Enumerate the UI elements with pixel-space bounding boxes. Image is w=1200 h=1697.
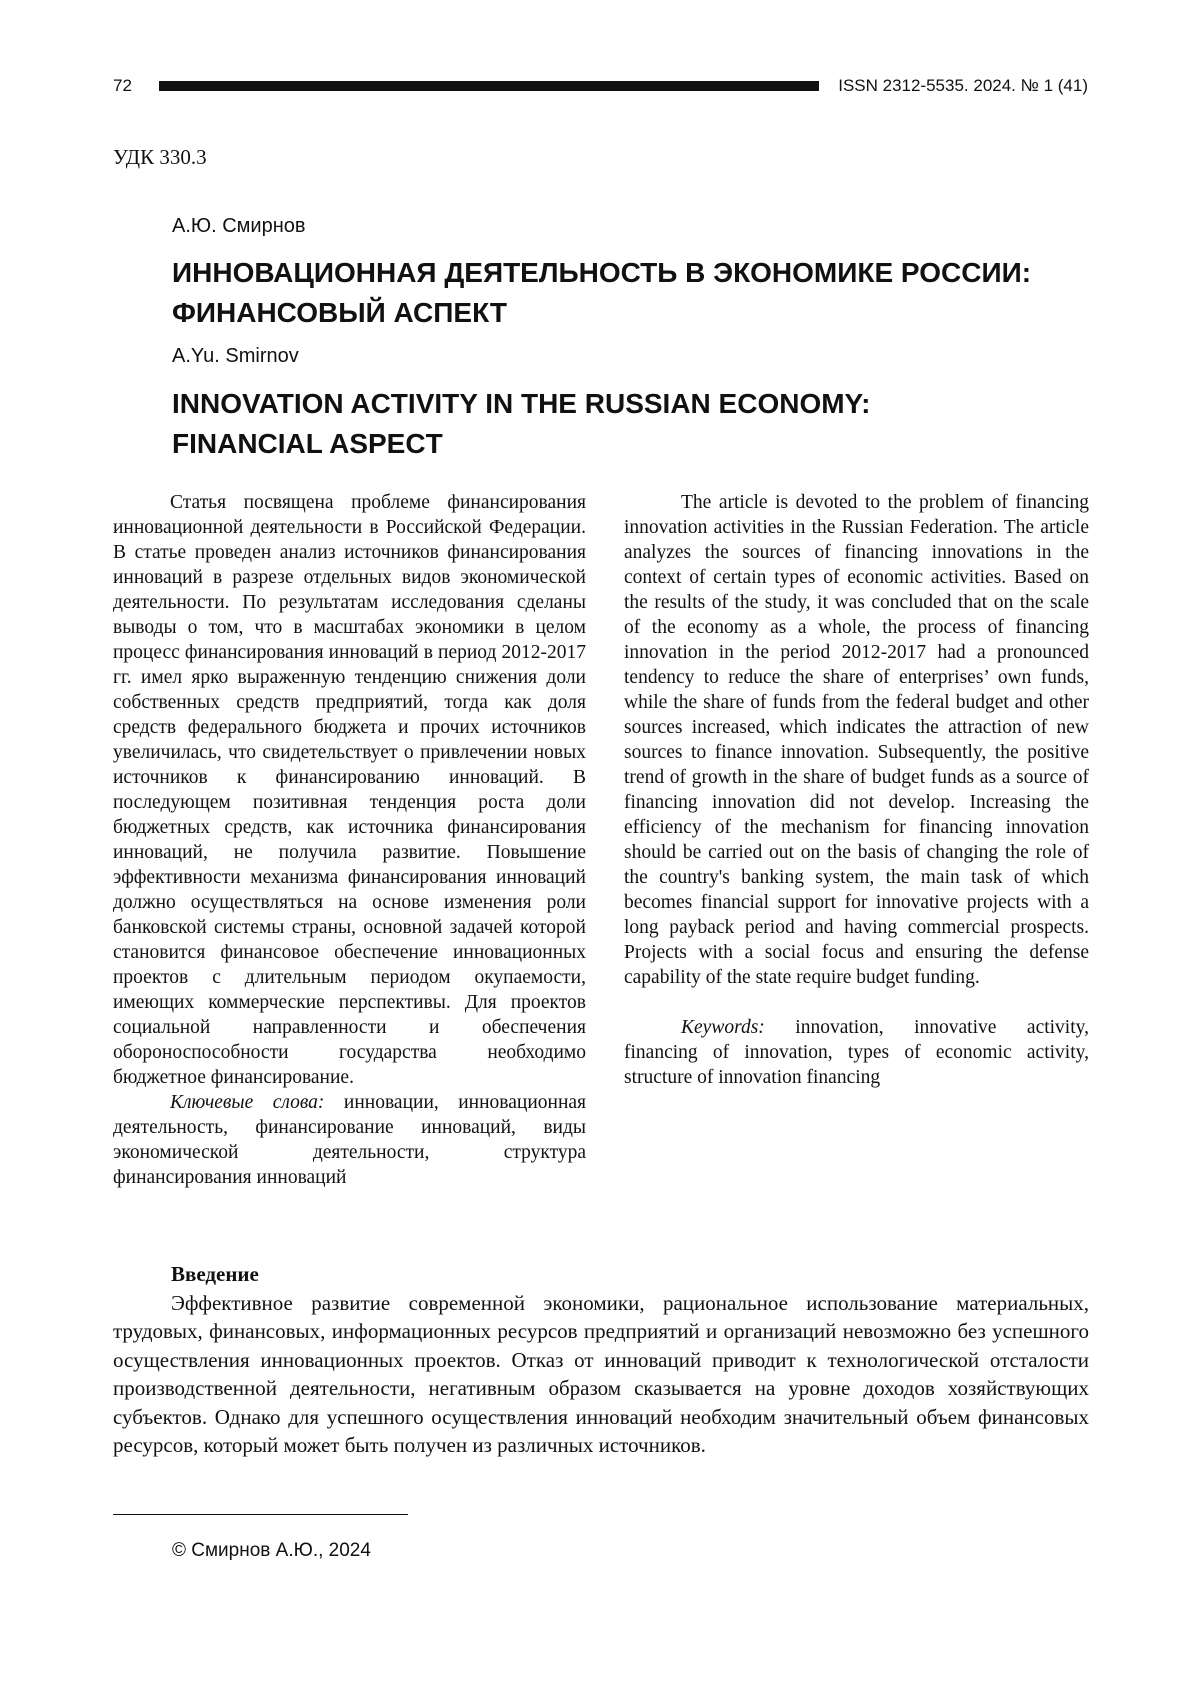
abstract-en: The article is devoted to the problem of financing innovation activities in the Russian Federation. The article analyzes the sources of financing innovations in the context of certain types of economic activities. Based on the results of the study, it was concluded that on the scale of the economy as a whole, the process of financing innovation in the period 2012-2017 had a pronounced tendency to reduce the share of enterprises’ own funds, while the share of funds from the federal budget and other sources increased, which indicates the attraction of new sources to finance innovation. Subsequently, the positive trend of growth in the share of budget funds as a source of financing innovation did not develop. Increasing the efficiency of the mechanism for financing innovation should be carried out on the basis of changing the role of the country's banking system, the main task of which becomes financial support for innovative projects with a long payback period and having commercial prospects. Projects with a social focus and ensuring the defense capability of the state require budget funding. [624, 492, 1089, 988]
keywords-ru-text: инновации, инновационная деятельность, финансирование инноваций, виды экономической деятельности, структура финансирования инноваций [113, 1092, 587, 1188]
abstract-ru: Статья посвящена проблеме финансирования инновационной деятельности в Российской Федерации. В статье проведен анализ источников финансирования инноваций в разрезе отдельных видов экономической деятельности. По результатам исследования сделаны выводы о том, что в масштабах экономики в целом процесс финансирования инноваций в период 2012-2017 гг. имел ярко выраженную тенденцию снижения доли собственных средств предприятий, тогда как доля средств федерального бюджета и прочих источников увеличилась, что свидетельствует о привлечении новых источников к финансированию инноваций. В последующем позитивная тенденция роста доли бюджетных средств, как источника финансирования инноваций, не получила развитие. Повышение эффективности механизма финансирования инноваций должно осуществляться на основе изменения роли банковской системы страны, основной задачей которой становится финансовое обеспечение инновационных проектов с длительным периодом окупаемости, имеющих коммерческие перспективы. Для проектов социальной направленности и обеспечения обороноспособности государства необходимо бюджетное финансирование. [113, 492, 586, 1088]
title-ru [172, 253, 1072, 333]
footnote-rule [113, 1514, 408, 1515]
title-en [172, 384, 1072, 464]
intro-paragraph: Эффективное развитие современной экономики, рациональное использование материальных, трудовых, финансовых, информационных ресурсов предприятий и организаций невозможно без успешного осуществления инновационных проектов. Отказ от инноваций приводит к технологической отсталости производственной деятельности, негативным образом сказывается на уровне доходов хозяйствующих субъектов. Однако для успешного осуществления инноваций необходим значительный объем финансовых ресурсов, который может быть получен из различных источников. [113, 1290, 1089, 1457]
keywords-ru-label: Ключевые слова: [170, 1092, 325, 1113]
title-ru-line2: ФИНАНСОВЫЙ АСПЕКТ [172, 297, 507, 328]
title-ru-line1: ИННОВАЦИОННАЯ ДЕЯТЕЛЬНОСТЬ В ЭКОНОМИКЕ РОССИИ: [172, 257, 1032, 288]
keywords-ru [113, 1090, 586, 1190]
abstract-en-column [624, 490, 1089, 1090]
abstract-ru-column [113, 490, 586, 1190]
intro-heading: Введение [171, 1262, 259, 1286]
author-en: A.Yu. Smirnov [172, 345, 299, 367]
title-en-line2: FINANCIAL ASPECT [172, 428, 443, 459]
page-number: 72 [113, 76, 132, 95]
title-en-line1: INNOVATION ACTIVITY IN THE RUSSIAN ECONOMY: [172, 388, 871, 419]
keywords-en [624, 1015, 1089, 1090]
keywords-en-text: innovation, innovative activity, financing of innovation, types of economic activity, structure of innovation financing [624, 1017, 1089, 1088]
copyright-footnote: © Смирнов А.Ю., 2024 [172, 1540, 371, 1561]
page-header [113, 74, 1088, 98]
author-ru: А.Ю. Смирнов [172, 215, 306, 237]
journal-id: ISSN 2312-5535. 2024. № 1 (41) [838, 76, 1088, 95]
udk-code: УДК 330.3 [113, 145, 207, 169]
keywords-en-label: Keywords: [681, 1017, 765, 1038]
introduction-section [113, 1260, 1089, 1460]
header-rule [159, 81, 819, 91]
